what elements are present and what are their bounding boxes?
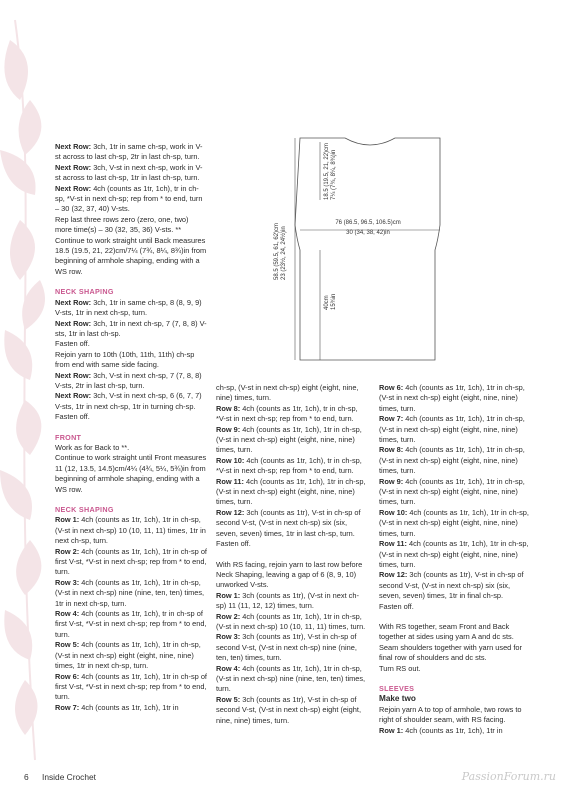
leaf-decoration [0,0,60,800]
watermark: PassionForum.ru [461,770,556,783]
paragraph: Row 1: 4ch (counts as 1tr, 1ch), 1tr in ch-sp, (V-st in next ch-sp) 10 (10, 11, 11) times, 1tr in next ch-sp, turn. [55,515,206,546]
body-measure: 40cm [324,295,330,310]
paragraph: Row 6: 4ch (counts as 1tr, 1ch), 1tr in ch-sp, (V-st in next ch-sp) eight (eight, nine, nine) times, turn. [379,383,525,413]
section-heading: NECK SHAPING [55,505,114,514]
paragraph: Fasten off. [55,412,90,422]
width-measure-in: 30 (34, 38, 42)in [346,230,390,236]
garment-schematic [270,130,470,375]
body-measure-in: 15¾in [331,293,337,310]
paragraph: Row 7: 4ch (counts as 1tr, 1ch), 1tr in [55,702,179,712]
paragraph: Row 3: 4ch (counts as 1tr, 1ch), 1tr in ch-sp, (V-st in next ch-sp) nine (nine, ten, ten) times, 1tr in next ch-sp, turn. [55,577,205,608]
paragraph: Turn RS out. [379,663,421,673]
paragraph: Row 7: 4ch (counts as 1tr, 1ch), 1tr in ch-sp, (V-st in next ch-sp) eight (eight, nine, nine) times, turn. [379,414,525,445]
text-column-2 [216,383,368,726]
section-heading: NECK SHAPING [55,287,114,297]
paragraph: Row 8: 4ch (counts as 1tr, 1ch), 1tr in ch-sp, (V-st in next ch-sp) eight (eight, nine, nine) times, turn. [379,445,525,476]
length-measure: 58.5 (59.5, 61, 62)cm [274,222,280,280]
paragraph: Next Row: 3ch, V-st in next ch-sp, work in V-st across to last ch-sp, 1tr in last ch-sp, turn. [55,162,203,183]
page-number: 6 [24,772,29,782]
paragraph: Row 11: 4ch (counts as 1tr, 1ch), 1tr in ch-sp, (V-st in next ch-sp) eight (eight, nine, nine) times, turn. [216,476,366,507]
paragraph: Row 8: 4ch (counts as 1tr, 1ch), tr in ch-sp, *V-st in next ch-sp; rep from * to end, turn. [216,403,358,424]
paragraph: Row 4: 4ch (counts as 1tr, 1ch), tr in ch-sp of first V-st, *V-st in next ch-sp; rep from * to end, turn. [55,609,207,639]
paragraph: Rep last three rows zero (zero, one, two) more time(s) – 30 (32, 35, 36) V-sts. ** [55,214,189,235]
paragraph: Row 10: 4ch (counts as 1tr, 1ch), 1tr in ch-sp, (V-st in next ch-sp) eight (eight, nine, nine) times, turn. [379,507,529,538]
paragraph: Fasten off. [379,601,414,611]
paragraph: Work as for Back to **. [55,442,130,452]
paragraph: Next Row: 3ch, 1tr in next ch-sp, 7 (7, 8, 8) V-sts, 1tr in last ch-sp. [55,318,207,338]
width-measure: 76 (86.5, 96.5, 106.5)cm [335,220,401,226]
section-heading: SLEEVES [379,683,415,693]
paragraph: Row 1: 3ch (counts as 1tr), (V-st in next ch-sp) 11 (11, 12, 12) times, turn. [216,590,359,611]
paragraph: Continue to work straight until Back measures 18.5 (19.5, 21, 22)cm/7¼ (7¾, 8¼, 8¾)in from beginning of armhole shaping, ending with a WS row. [55,235,207,276]
paragraph: Row 12: 3ch (counts as 1tr), V-st in ch-sp of second V-st, (V-st in next ch-sp) six (six, seven, seven) times, 1tr in final ch-sp. [379,570,524,601]
magazine-title: Inside Crochet [42,772,96,782]
paragraph: Rejoin yarn A to top of armhole, two rows to right of shoulder seam, with RS facing. [379,704,522,725]
paragraph: Row 5: 3ch (counts as 1tr), V-st in ch-sp of second V-st, (V-st in next ch-sp) eight (eight, nine, nine) times, turn. [216,694,362,725]
paragraph: Row 6: 4ch (counts as 1tr, 1ch), 1tr in ch-sp of first V-st, *V-st in next ch-sp; rep from * to end, turn. [55,671,207,702]
paragraph: Row 12: 3ch (counts as 1tr), V-st in ch-sp of second V-st, (V-st in next ch-sp) six (six, seven, seven) times, 1tr in last ch-sp, turn. [216,507,361,538]
paragraph: Row 9: 4ch (counts as 1tr, 1ch), 1tr in ch-sp, (V-st in next ch-sp) eight (eight, nine, nine) times, turn. [216,424,362,455]
section-heading: FRONT [55,432,82,442]
armhole-measure-in: 7¼ (7¾, 8¼, 8¾)in [331,149,337,200]
paragraph: With RS together, seam Front and Back together at sides using yarn A and dc sts. Seam shoulders together with yarn used for final row of shoulders and dc sts. [379,621,522,663]
paragraph: Row 5: 4ch (counts as 1tr, 1ch), 1tr in ch-sp, (V-st in next ch-sp) eight (eight, nine, nine) times, 1tr in next ch-sp, turn. [55,640,201,671]
paragraph: Next Row: 3ch, V-st in next ch-sp, 6 (6, 7, 7) V-sts, 1tr in next ch-sp, 1tr in turning ch-sp. [55,391,202,411]
paragraph: Rejoin yarn to 10th (10th, 11th, 11th) ch-sp from end with same side facing. [55,349,195,370]
paragraph: Row 4: 4ch (counts as 1tr, 1ch), 1tr in ch-sp, (V-st in next ch-sp) nine (nine, ten, ten) times, turn. [216,663,366,694]
paragraph: Next Row: 3ch, V-st in next ch-sp, 7 (7, 8, 8) V-sts, 2tr in last ch-sp, turn. [55,370,202,390]
paragraph: Row 11: 4ch (counts as 1tr, 1ch), 1tr in ch-sp, (V-st in next ch-sp) eight (eight, nine, nine) times, turn. [379,539,529,569]
paragraph: Next Row: 3ch, 1tr in same ch-sp, 8 (8, 9, 9) V-sts, 1tr in next ch-sp, turn. [55,297,202,318]
paragraph: Continue to work straight until Front measures 11 (12, 13.5, 14.5)cm/4¼ (4¾, 5¼, 5¾)in from beginning of armhole shaping, ending with a WS row. [55,453,207,494]
paragraph: Row 10: 4ch (counts as 1tr, 1ch), tr in ch-sp, *V-st in next ch-sp; rep from * to end, turn. [216,455,362,476]
paragraph: Row 2: 4ch (counts as 1tr, 1ch), 1tr in ch-sp, (V-st in next ch-sp) 10 (10, 11, 11) times, turn. [216,611,366,631]
paragraph: Row 9: 4ch (counts as 1tr, 1ch), 1tr in ch-sp, (V-st in next ch-sp) eight (eight, nine, nine) times, turn. [379,476,525,507]
length-measure-in: 23 (23½, 24, 24½)in [281,226,287,280]
paragraph: Next Row: 4ch (counts as 1tr, 1ch), tr in ch-sp, *V-st in next ch-sp; rep from * to end, turn – 30 (32, 37, 40) V-sts. [55,183,203,214]
paragraph: Fasten off. [216,539,251,549]
subheading: Make two [379,694,416,704]
paragraph: Row 2: 4ch (counts as 1tr, 1ch), 1tr in ch-sp of first V-st, *V-st in next ch-sp; rep from * to end, turn. [55,546,207,577]
paragraph: ch-sp, (V-st in next ch-sp) eight (eight, nine, nine) times, turn. [216,383,359,403]
paragraph: Row 1: 4ch (counts as 1tr, 1ch), 1tr in [379,725,503,735]
paragraph: With RS facing, rejoin yarn to last row before Neck Shaping, leaving a gap of 6 (8, 9, 10) unworked V-sts. [216,559,363,590]
garment-outline [295,138,440,360]
paragraph: Fasten off. [55,339,90,349]
paragraph: Row 3: 3ch (counts as 1tr), V-st in ch-sp of second V-st, (V-st in next ch-sp) nine (nine, ten, ten) times, turn. [216,632,357,663]
text-column-3 [379,383,531,736]
paragraph: Next Row: 3ch, 1tr in same ch-sp, work in V-st across to last ch-sp, 2tr in last ch-sp, turn. [55,142,203,162]
armhole-measure: 18.5 (19.5, 21, 22)cm [324,142,330,200]
text-column-1 [55,142,207,713]
